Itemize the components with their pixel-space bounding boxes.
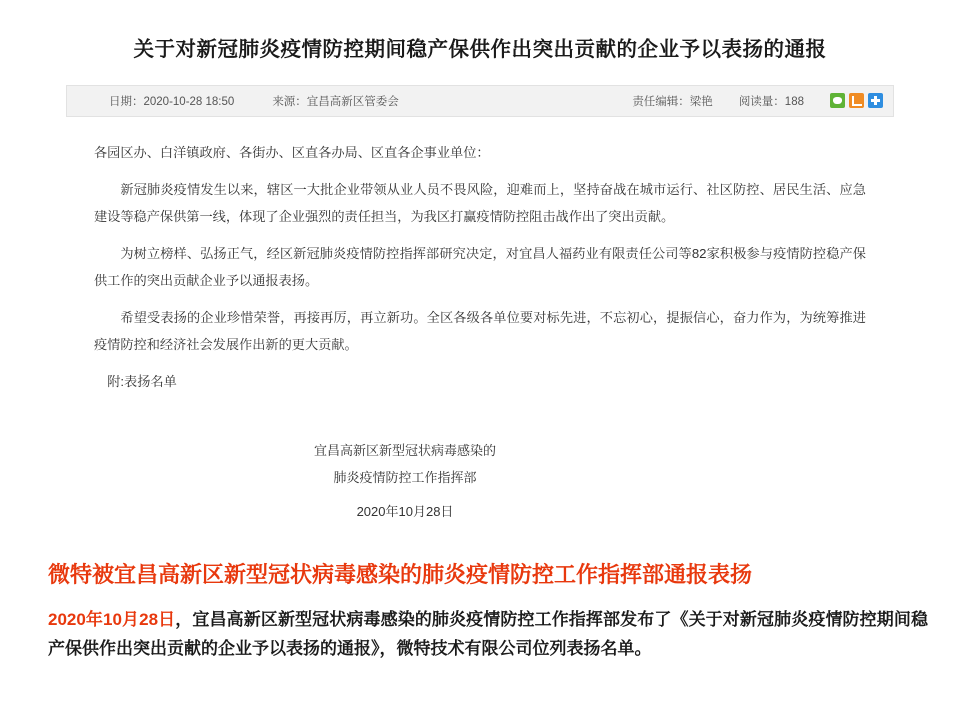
notice-views: 阅读量：188 (738, 95, 804, 108)
notice-signature (94, 437, 866, 525)
article-body (48, 605, 928, 663)
notice-meta-bar (66, 85, 894, 117)
article-section (48, 558, 928, 663)
meta-right-group (632, 93, 883, 109)
share-icon-group (830, 93, 883, 108)
article-body-text: ，宜昌高新区新型冠状病毒感染的肺炎疫情防控工作指挥部发布了《关于对新冠肺炎疫情防控期间稳产保供作出突出贡献的企业予以表扬的通报》，微特技术有限公司位列表扬名单。 (48, 610, 928, 659)
notice-salutation: 各园区办、白洋镇政府、各街办、区直各办局、区直各企事业单位： (94, 144, 490, 160)
article-headline: 微特被宜昌高新区新型冠状病毒感染的肺炎疫情防控工作指挥部通报表扬 (48, 562, 753, 587)
notice-paragraph-2: 为树立榜样、弘扬正气，经区新冠肺炎疫情防控指挥部研究决定，对宜昌人福药业有限责任公司等82家积极参与疫情防控稳产保供工作的突出贡献企业予以通报表扬。 (94, 245, 866, 288)
notice-title: 关于对新冠肺炎疫情防控期间稳产保供作出突出贡献的企业予以表扬的通报 (133, 38, 827, 61)
notice-source: 来源：宜昌高新区管委会 (272, 95, 399, 108)
signature-line-1: 宜昌高新区新型冠状病毒感染的 (313, 443, 496, 459)
signature-date: 2020年10月28日 (356, 503, 454, 519)
notice-paragraph-3: 希望受表扬的企业珍惜荣誉，再接再厉，再立新功。全区各级各单位要对标先进，不忘初心，提振信心，奋力作为，为统筹推进疫情防控和经济社会发展作出新的更大贡献。 (94, 310, 866, 353)
notice-editor: 责任编辑：梁艳 (632, 95, 713, 108)
notice-body (48, 117, 912, 535)
notice-document (48, 18, 912, 535)
rss-share-icon[interactable] (849, 93, 864, 108)
signature-line-2: 肺炎疫情防控工作指挥部 (333, 470, 477, 486)
more-share-icon[interactable] (868, 93, 883, 108)
wechat-share-icon[interactable] (830, 93, 845, 108)
notice-date: 日期：2020-10-28 18:50 (109, 95, 235, 108)
notice-attachment: 附:表扬名单 (107, 374, 177, 390)
article-body-date: 2020年10月28日 (48, 610, 176, 629)
meta-left-group (67, 93, 437, 109)
notice-paragraph-1: 新冠肺炎疫情发生以来，辖区一大批企业带领从业人员不畏风险，迎难而上，坚持奋战在城市运行、社区防控、居民生活、应急建设等稳产保供第一线，体现了企业强烈的责任担当，为我区打赢疫情防控阻击战作出了突出贡献。 (94, 181, 866, 224)
